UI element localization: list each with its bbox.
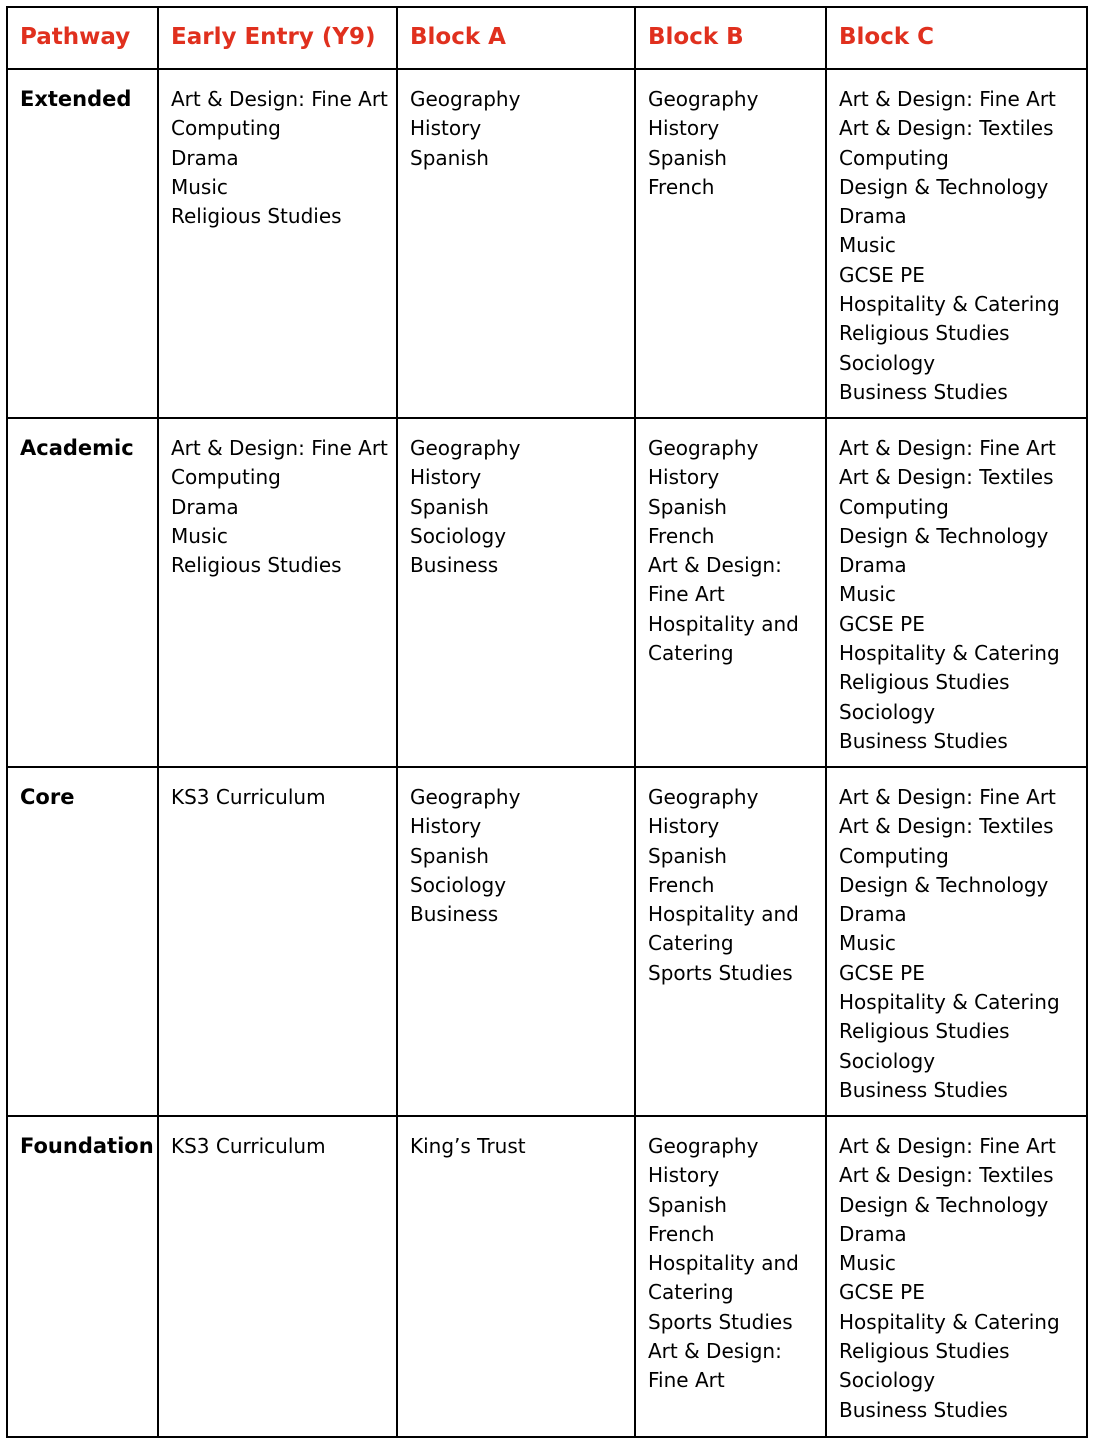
subject-item: Geography (648, 1134, 759, 1158)
subject-item: Sports Studies (648, 960, 793, 985)
block-b-cell (635, 69, 826, 418)
block-c-cell (826, 418, 1087, 767)
header-row (7, 7, 1087, 69)
subject-item: History (648, 814, 720, 839)
subject-item: Sociology (410, 523, 507, 548)
subject-item: History (410, 814, 482, 839)
pathway-name: Academic (20, 436, 134, 460)
pathway-cell (7, 69, 158, 418)
subject-item: Spanish (648, 1192, 727, 1217)
subject-item: History (648, 116, 720, 141)
subject-item: Drama (171, 145, 239, 170)
subject-item: GCSE PE (839, 262, 925, 287)
pathway-name: Foundation (20, 1134, 154, 1158)
block-c-cell (826, 69, 1087, 418)
subject-item: Art & Design: Fine Art (171, 87, 388, 111)
subject-item: Spanish (410, 145, 489, 170)
subject-item: French (648, 174, 715, 199)
subject-item: Hospitality and (648, 902, 799, 927)
block-c-subject-list (839, 1132, 1086, 1425)
block-c-cell (826, 767, 1087, 1116)
subject-item: Fine Art (648, 582, 725, 607)
subject-item: KS3 Curriculum (171, 785, 326, 809)
block-a-cell (397, 1116, 635, 1437)
subject-item: Design & Technology (839, 1192, 1049, 1217)
subject-item: Sociology (410, 872, 507, 897)
subject-item: Business Studies (839, 1077, 1008, 1102)
subject-item: History (648, 1163, 720, 1188)
subject-item: Hospitality & Catering (839, 292, 1060, 317)
subject-item: Computing (171, 116, 281, 141)
subject-item: Spanish (648, 843, 727, 868)
header-block-c: Block C (826, 7, 1087, 69)
block-a-subject-list (410, 434, 634, 580)
subject-item: Geography (410, 785, 521, 809)
subject-item: Music (171, 174, 228, 199)
subject-item: Geography (648, 87, 759, 111)
subject-item: Art & Design: Textiles (839, 116, 1054, 141)
subject-item: History (648, 465, 720, 490)
block-a-subject-list (410, 783, 634, 929)
subject-item: GCSE PE (839, 1280, 925, 1305)
pathway-cell (7, 1116, 158, 1437)
table-header (7, 7, 1087, 69)
subject-item: Religious Studies (839, 670, 1010, 695)
block-b-cell (635, 418, 826, 767)
subject-item: Hospitality & Catering (839, 641, 1060, 666)
subject-item: Art & Design: Fine Art (839, 1134, 1056, 1158)
subject-item: Spanish (410, 494, 489, 519)
block-c-subject-list (839, 434, 1086, 756)
subject-item: Sports Studies (648, 1309, 793, 1334)
subject-item: Spanish (648, 494, 727, 519)
subject-item: Religious Studies (171, 553, 342, 578)
subject-item: Geography (648, 436, 759, 460)
subject-item: Music (839, 582, 896, 607)
subject-item: Catering (648, 641, 734, 666)
subject-item: Business (410, 902, 499, 927)
block-a-subject-list (410, 1132, 634, 1161)
subject-item: Music (171, 523, 228, 548)
subject-item: Geography (410, 436, 521, 460)
subject-item: Drama (839, 204, 907, 229)
subject-item: GCSE PE (839, 960, 925, 985)
subject-item: History (410, 116, 482, 141)
early-entry-subject-list (171, 85, 396, 231)
early-entry-cell (158, 69, 397, 418)
subject-item: Computing (839, 843, 949, 868)
subject-item: Music (839, 931, 896, 956)
early-entry-cell (158, 418, 397, 767)
subject-item: King’s Trust (410, 1134, 526, 1158)
early-entry-subject-list (171, 1132, 396, 1161)
subject-item: Sociology (839, 350, 936, 375)
subject-item: Business Studies (839, 379, 1008, 404)
subject-item: Geography (410, 87, 521, 111)
subject-item: Fine Art (648, 1368, 725, 1393)
subject-item: Religious Studies (171, 204, 342, 229)
subject-item: Art & Design: Textiles (839, 465, 1054, 490)
subject-item: Art & Design: Fine Art (839, 87, 1056, 111)
subject-item: Art & Design: Textiles (839, 1163, 1054, 1188)
subject-item: Design & Technology (839, 872, 1049, 897)
subject-item: Computing (171, 465, 281, 490)
block-b-cell (635, 767, 826, 1116)
subject-item: Drama (839, 902, 907, 927)
subject-item: Spanish (410, 843, 489, 868)
block-a-cell (397, 418, 635, 767)
subject-item: Hospitality & Catering (839, 990, 1060, 1015)
subject-item: Geography (648, 785, 759, 809)
table-body (7, 69, 1087, 1437)
subject-item: Sociology (839, 699, 936, 724)
subject-item: Design & Technology (839, 174, 1049, 199)
pathway-cell (7, 767, 158, 1116)
subject-item: Hospitality and (648, 611, 799, 636)
subject-item: Business Studies (839, 1397, 1008, 1422)
pathway-options-table (6, 6, 1088, 1438)
block-a-cell (397, 767, 635, 1116)
subject-item: Art & Design: (648, 553, 782, 578)
pathway-cell (7, 418, 158, 767)
subject-item: Hospitality & Catering (839, 1309, 1060, 1334)
subject-item: Catering (648, 931, 734, 956)
block-b-subject-list (648, 434, 825, 668)
subject-item: Religious Studies (839, 1339, 1010, 1364)
subject-item: Art & Design: Textiles (839, 814, 1054, 839)
subject-item: GCSE PE (839, 611, 925, 636)
subject-item: French (648, 523, 715, 548)
block-c-cell (826, 1116, 1087, 1437)
header-block-a: Block A (397, 7, 635, 69)
subject-item: Drama (839, 1221, 907, 1246)
early-entry-cell (158, 767, 397, 1116)
subject-item: Art & Design: Fine Art (171, 436, 388, 460)
subject-item: Religious Studies (839, 1019, 1010, 1044)
subject-item: Spanish (648, 145, 727, 170)
subject-item: Business (410, 553, 499, 578)
table-row-extended (7, 69, 1087, 418)
block-a-subject-list (410, 85, 634, 173)
subject-item: Art & Design: Fine Art (839, 785, 1056, 809)
block-b-subject-list (648, 783, 825, 988)
subject-item: Sociology (839, 1048, 936, 1073)
block-c-subject-list (839, 85, 1086, 407)
subject-item: Music (839, 233, 896, 258)
subject-item: Religious Studies (839, 321, 1010, 346)
header-pathway: Pathway (7, 7, 158, 69)
subject-item: French (648, 872, 715, 897)
subject-item: Drama (839, 553, 907, 578)
early-entry-subject-list (171, 434, 396, 580)
subject-item: Catering (648, 1280, 734, 1305)
subject-item: Business Studies (839, 728, 1008, 753)
subject-item: History (410, 465, 482, 490)
block-a-cell (397, 69, 635, 418)
subject-item: Computing (839, 145, 949, 170)
subject-item: Hospitality and (648, 1251, 799, 1276)
pathway-name: Extended (20, 87, 132, 111)
table-row-foundation (7, 1116, 1087, 1437)
header-early-entry: Early Entry (Y9) (158, 7, 397, 69)
pathway-name: Core (20, 785, 75, 809)
early-entry-cell (158, 1116, 397, 1437)
subject-item: Art & Design: Fine Art (839, 436, 1056, 460)
block-b-subject-list (648, 1132, 825, 1396)
early-entry-subject-list (171, 783, 396, 812)
table-row-core (7, 767, 1087, 1116)
subject-item: Computing (839, 494, 949, 519)
subject-item: Design & Technology (839, 523, 1049, 548)
table-row-academic (7, 418, 1087, 767)
subject-item: Art & Design: (648, 1339, 782, 1364)
subject-item: Music (839, 1251, 896, 1276)
block-b-cell (635, 1116, 826, 1437)
header-block-b: Block B (635, 7, 826, 69)
subject-item: Sociology (839, 1368, 936, 1393)
block-c-subject-list (839, 783, 1086, 1105)
block-b-subject-list (648, 85, 825, 202)
subject-item: Drama (171, 494, 239, 519)
subject-item: KS3 Curriculum (171, 1134, 326, 1158)
subject-item: French (648, 1221, 715, 1246)
